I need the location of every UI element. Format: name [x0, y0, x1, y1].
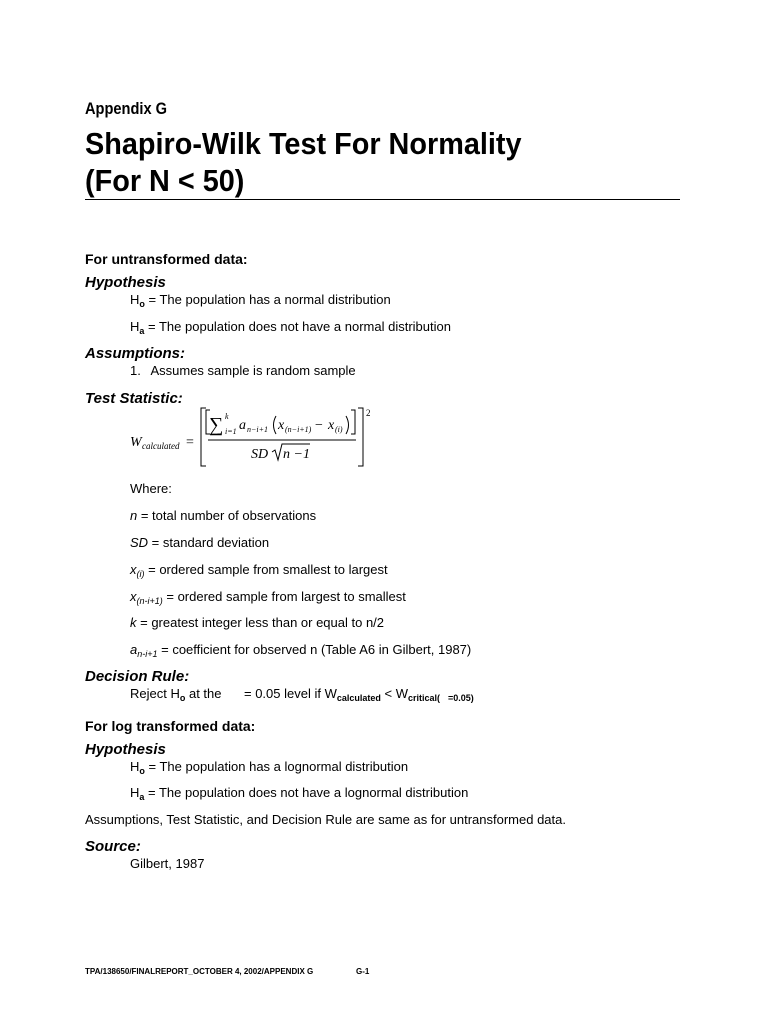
formula-w: W — [130, 435, 142, 450]
log-hypothesis-heading: Hypothesis — [85, 741, 166, 758]
hypothesis-heading: Hypothesis — [85, 274, 166, 291]
inner-right-bracket — [351, 410, 355, 434]
log-alternative-hypothesis: $H_a$ = The population does not have a lognormal distribution — [130, 785, 469, 802]
appendix-label: Appendix G — [85, 99, 168, 118]
decision-rule-part-2: = 0.05 level if $W_{calculated} < W_{critical(}$ $_{=0.05)}$ — [244, 686, 474, 703]
sum-symbol: ∑ — [209, 414, 224, 436]
test-statistic-heading: Test Statistic: — [85, 390, 183, 407]
formula-w-sub: calculated — [142, 441, 180, 451]
source-text: Gilbert, 1987 — [130, 856, 205, 871]
log-null-hypothesis: $H_o$ = The population has a lognormal distribution — [130, 759, 409, 776]
formula-equals: = — [186, 435, 194, 450]
formula-exponent: 2 — [366, 408, 371, 418]
outer-right-bracket — [358, 408, 363, 466]
sum-lower: i=1 — [225, 427, 237, 436]
assumptions-heading: Assumptions: — [85, 345, 186, 362]
definition-x-i: $x_{(i)}$ = ordered sample from smallest to largest — [130, 562, 388, 579]
denominator-sd: SD — [251, 447, 269, 462]
paren-right — [346, 416, 349, 434]
coef-a: a — [239, 418, 246, 433]
alternative-hypothesis: $H_a$ = The population does not have a normal distribution — [130, 319, 451, 336]
title-line-1: Shapiro-Wilk Test For Normality — [85, 126, 522, 161]
footer-document-id: TPA/138650/FINALREPORT_OCTOBER 4, 2002/APPENDIX G — [85, 967, 314, 976]
assumption-item: 1. Assumes sample is random sample — [130, 363, 356, 378]
title-line-2: (For N < 50) — [85, 163, 245, 198]
title-divider — [85, 199, 680, 200]
page-title — [85, 125, 522, 199]
x-lower-sub: (i) — [335, 425, 343, 434]
source-heading: Source: — [85, 838, 141, 855]
log-note: Assumptions, Test Statistic, and Decision Rule are same as for untransformed data. — [85, 812, 566, 827]
null-hypothesis: $H_o$ = The population has a normal distribution — [130, 292, 391, 309]
paren-left — [274, 416, 277, 434]
x-upper: x — [278, 418, 285, 433]
decision-rule-part-1: Reject $H_o$ at the — [130, 686, 222, 703]
decision-rule-heading: Decision Rule: — [85, 668, 190, 685]
x-lower: x — [328, 418, 335, 433]
log-heading: For log transformed data: — [85, 718, 256, 734]
x-upper-sub: (n−i+1) — [285, 425, 312, 434]
outer-left-bracket — [201, 408, 206, 466]
definition-k: k = greatest integer less than or equal to n/2 — [130, 615, 385, 630]
coef-a-sub: n−i+1 — [247, 425, 269, 434]
definition-a: $a_{n-i+1}$ = coefficient for observed n (Table A6 in Gilbert, 1987) — [130, 642, 472, 659]
untransformed-heading: For untransformed data: — [85, 251, 248, 267]
sum-upper: k — [225, 412, 229, 421]
formula-minus: − — [315, 418, 323, 433]
denominator-n: n −1 — [283, 447, 310, 462]
definition-n: n = total number of observations — [130, 508, 317, 523]
footer-page-number: G-1 — [356, 967, 370, 976]
definition-sd: SD = standard deviation — [130, 535, 270, 550]
where-label: Where: — [130, 481, 172, 496]
definition-x-n-i-1: $x_{(n-i+1)}$ = ordered sample from largest to smallest — [130, 589, 406, 606]
test-statistic-formula — [130, 404, 390, 472]
